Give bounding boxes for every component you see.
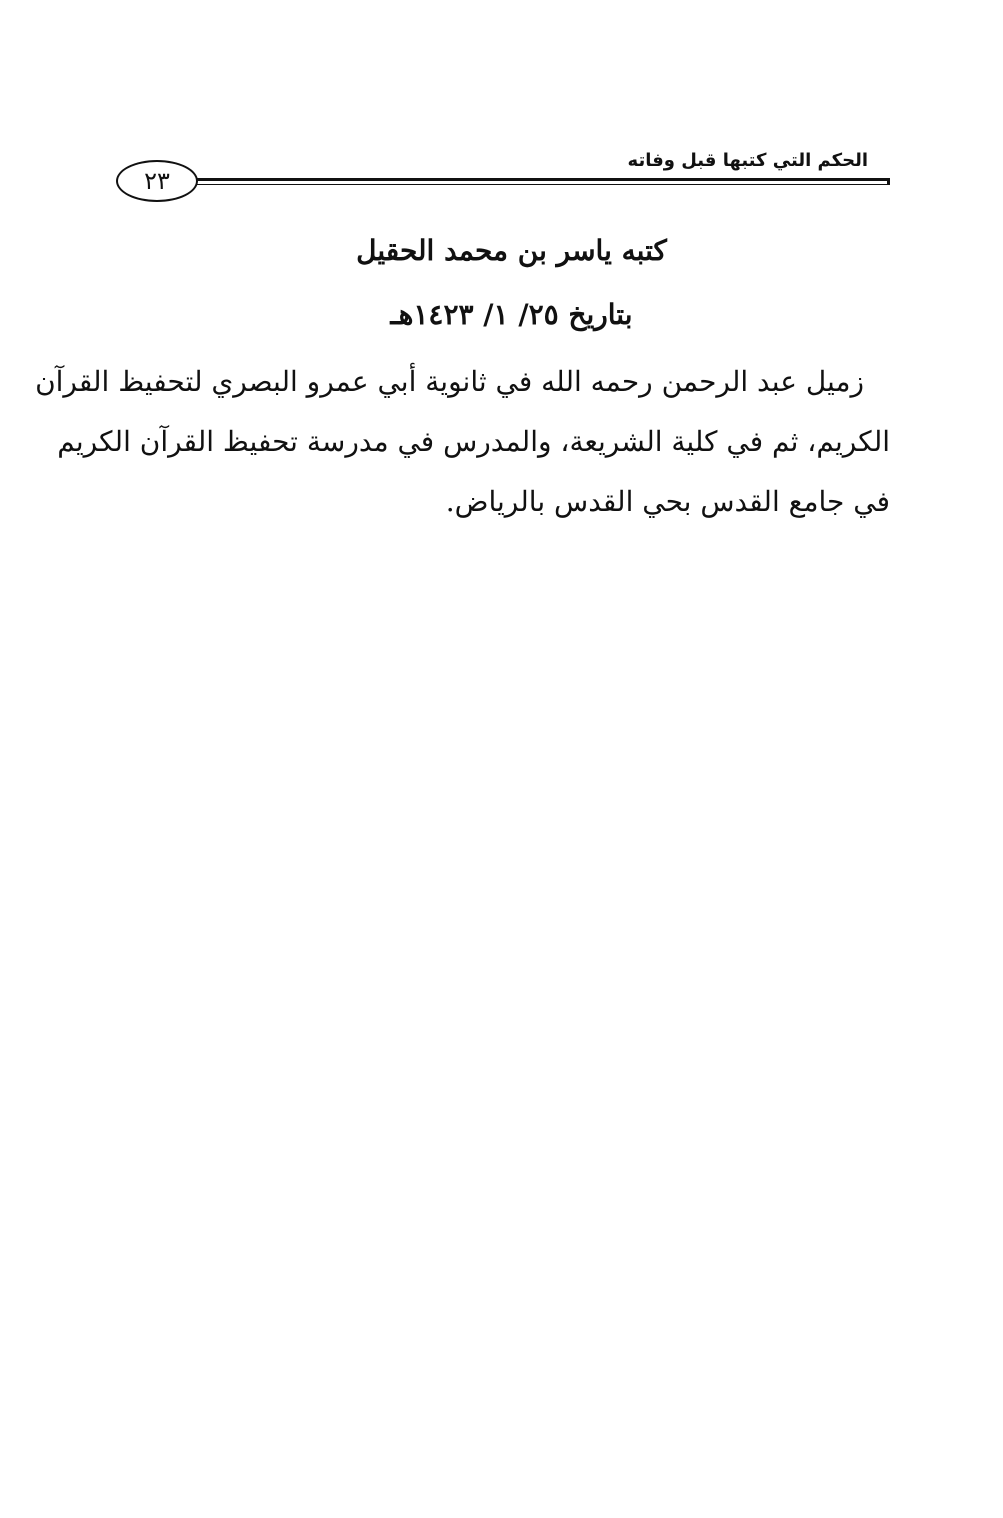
header-rule-thin — [196, 184, 890, 185]
bio-line: في جامع القدس بحي القدس بالرياض. — [445, 485, 890, 518]
signature-block — [0, 225, 1003, 341]
page-number: ٢٣ — [144, 167, 170, 195]
header-rule-end — [887, 178, 890, 185]
author-name: كتبه ياسر بن محمد الحقيل — [356, 234, 667, 267]
page-number-oval — [116, 160, 198, 202]
bio-paragraph — [35, 352, 890, 532]
bio-line: الكريم، ثم في كلية الشريعة، والمدرس في مدرسة تحفيظ القرآن الكريم — [57, 425, 890, 458]
running-title: الحكم التي كتبها قبل وفاته — [627, 150, 868, 171]
page-header — [0, 0, 1003, 220]
header-rule-thick — [196, 178, 890, 181]
signature-date: بتاريخ ٢٥/ ١/ ١٤٢٣هـ — [390, 298, 633, 331]
bio-line: زميل عبد الرحمن رحمه الله في ثانوية أبي عمرو البصري لتحفيظ القرآن — [35, 365, 864, 398]
